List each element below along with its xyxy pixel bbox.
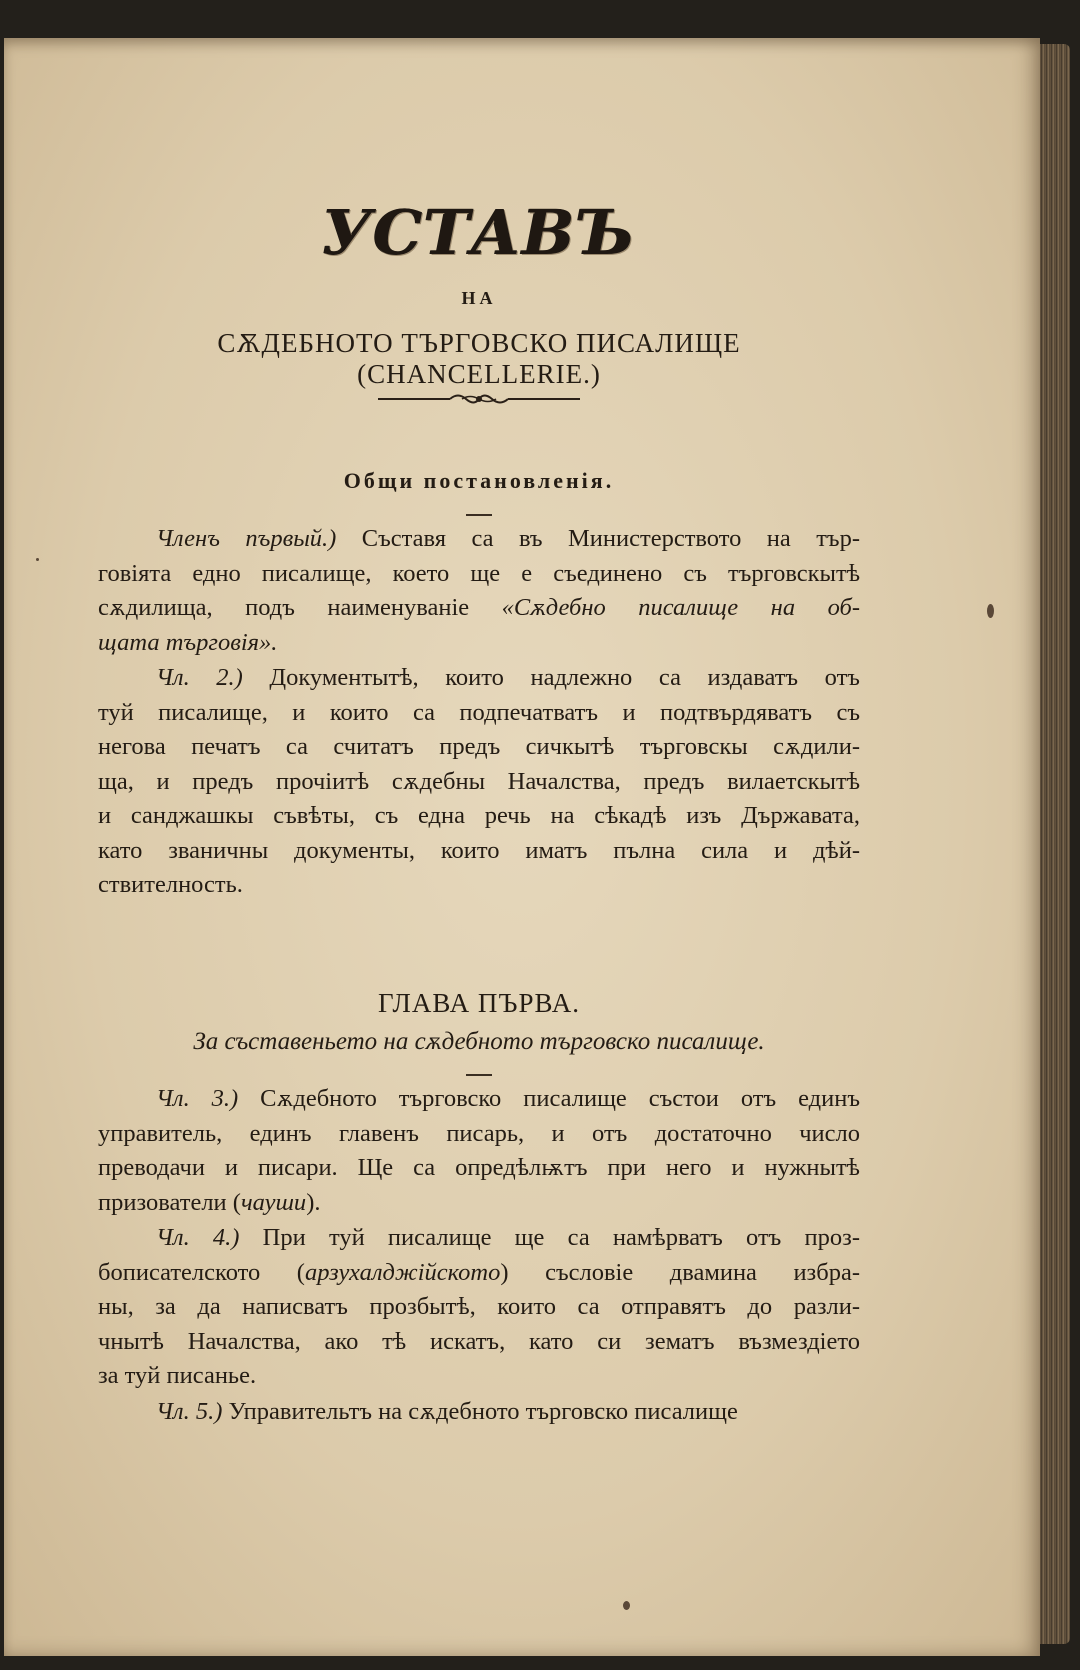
article-4-line-1: Чл. 4.) При туй писалище ще са намѣрватъ отъ проз-: [156, 1224, 860, 1251]
article-1-line-3: сѫдилища, подъ наименуваніе «Сѫдебно писалище на об-: [98, 594, 860, 621]
paper-stain: [36, 558, 39, 561]
chapter-rule: [466, 1074, 492, 1076]
subtitle-preposition: НА: [461, 288, 497, 308]
article-3-line-4: призователи (чауши).: [98, 1188, 321, 1216]
article-1-line-1: Членъ първый.) Съставя са въ Министерството на тър-: [156, 525, 860, 552]
article-3-line-2: управитель, единъ главенъ писарь, и отъ достаточно число: [98, 1119, 860, 1147]
book-page: [4, 38, 1040, 1656]
article-3-label: Чл. 3.): [156, 1085, 239, 1112]
chapter-subtitle: За съставеньето на сѫдебното търговско писалище.: [193, 1028, 765, 1055]
article-5-label: Чл. 5.): [156, 1398, 223, 1425]
article-4: [98, 1221, 860, 1394]
article-2-line-7: ствителность.: [98, 871, 243, 898]
article-2-line-5: и санджашкы съвѣты, съ една речь на сѣкадѣ изъ Държавата,: [98, 802, 860, 829]
article-1-line-2: говіята едно писалище, което ще е съединено съ търговскытѣ: [98, 559, 860, 587]
article-1: [98, 522, 860, 660]
article-4-line-3: ны, за да написватъ прозбытѣ, които са отправятъ до разли-: [98, 1293, 860, 1320]
article-2-line-4: ща, и предъ прочіитѣ сѫдебны Началства, предъ вилаетскытѣ: [98, 767, 860, 795]
article-4-line-2: бописателското (арзухалджійското) съсловіе двамина избра-: [98, 1258, 860, 1286]
article-5: [98, 1395, 860, 1430]
article-4-italic-word: арзухалджійското: [304, 1258, 501, 1286]
article-2-line-3: негова печатъ са считатъ предъ сичкытѣ търговскы сѫдили-: [98, 733, 860, 760]
article-3-line-3: преводачи и писари. Ще са опредѣлѭтъ при него и нужнытѣ: [98, 1154, 860, 1181]
article-1-line-4: щата търговія».: [98, 628, 278, 656]
article-2-line-6: като званичны документы, които иматъ пълна сила и дѣй-: [98, 836, 860, 864]
article-3: [98, 1082, 860, 1220]
article-5-line-1: Чл. 5.) Управительтъ на сѫдебното търговско писалище: [156, 1398, 738, 1425]
decorative-divider-icon: [378, 390, 580, 408]
article-2: [98, 661, 860, 903]
section-heading: Общи постановленія.: [343, 468, 615, 493]
article-4-line-5: за туй писанье.: [98, 1362, 257, 1389]
article-2-label: Чл. 2.): [156, 664, 243, 691]
document-subtitle: СѪДЕБНОТО ТЪРГОВСКО ПИСАЛИЩЕ (CHANCELLERIE.): [217, 328, 741, 389]
article-2-line-1: Чл. 2.) Документытѣ, които надлежно са издаватъ отъ: [156, 664, 860, 691]
paper-stain: [623, 1601, 630, 1610]
article-1-label: Членъ първый.): [156, 525, 337, 552]
article-3-line-1: Чл. 3.) Сѫдебното търговско писалище състои отъ единъ: [156, 1085, 860, 1112]
chapter-title: ГЛАВА ПЪРВА.: [377, 988, 581, 1018]
article-4-label: Чл. 4.): [156, 1224, 240, 1251]
article-2-line-2: туй писалище, и които са подпечатватъ и подтвърдяватъ съ: [98, 698, 860, 726]
article-3-italic-word: чауши: [240, 1188, 307, 1216]
article-4-line-4: чнытѣ Началства, ако тѣ искатъ, като си зематъ възмездіето: [98, 1327, 860, 1355]
article-1-italic-name: «Сѫдебно писалище на об-: [501, 594, 860, 621]
document-title: УСТАВЪ: [321, 196, 636, 269]
paper-stain: [987, 604, 994, 618]
heading-rule: [466, 514, 492, 516]
